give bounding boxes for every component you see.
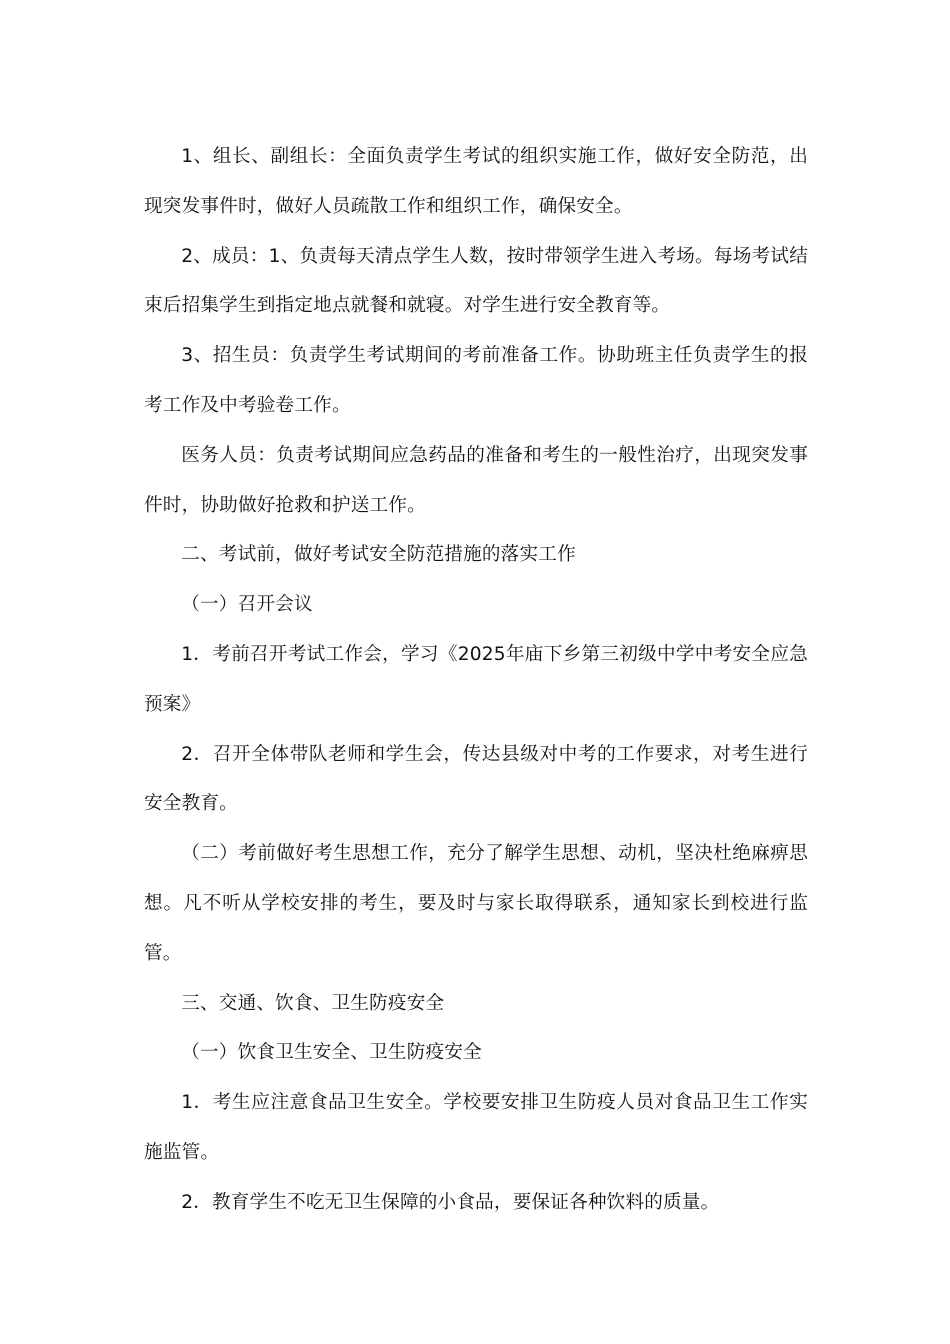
document-body	[144, 132, 808, 1228]
paragraph-food-item-2: 2．教育学生不吃无卫生保障的小食品，要保证各种饮料的质量。	[181, 1191, 720, 1213]
paragraph-medical-duties: 医务人员：负责考试期间应急药品的准备和考生的一般性治疗，出现突发事件时，协助做好抢救和护送工作。	[144, 444, 808, 516]
paragraph-food-item-1: 1．考生应注意食品卫生安全。学校要安排卫生防疫人员对食品卫生工作实施监管。	[144, 1092, 808, 1163]
paragraph-member-duties: 2、成员：1、负责每天清点学生人数，按时带领学生进入考场。每场考试结束后招集学生到指定地点就餐和就寝。对学生进行安全教育等。	[144, 245, 808, 317]
paragraph-leader-duties: 1、组长、副组长：全面负责学生考试的组织实施工作，做好安全防范，出现突发事件时，做好人员疏散工作和组织工作，确保安全。	[144, 146, 808, 217]
paragraph-meeting-item-1: 1．考前召开考试工作会，学习《2025年庙下乡第三初级中学中考安全应急预案》	[144, 643, 808, 715]
paragraph-recruiter-duties: 3、招生员：负责学生考试期间的考前准备工作。协助班主任负责学生的报考工作及中考验卷工作。	[144, 345, 808, 416]
paragraph-meeting-item-2: 2．召开全体带队老师和学生会，传达县级对中考的工作要求，对考生进行安全教育。	[144, 743, 808, 815]
subsection-heading-food-safety: （一）饮食卫生安全、卫生防疫安全	[181, 1042, 482, 1064]
subsection-heading-meeting: （一）召开会议	[181, 594, 313, 616]
section-heading-3: 三、交通、饮食、卫生防疫安全	[181, 992, 445, 1014]
section-heading-2: 二、考试前，做好考试安全防范措施的落实工作	[181, 544, 576, 566]
paragraph-ideology-work: （二）考前做好考生思想工作，充分了解学生思想、动机，坚决杜绝麻痹思想。凡不听从学校安排的考生，要及时与家长取得联系，通知家长到校进行监管。	[144, 843, 808, 964]
